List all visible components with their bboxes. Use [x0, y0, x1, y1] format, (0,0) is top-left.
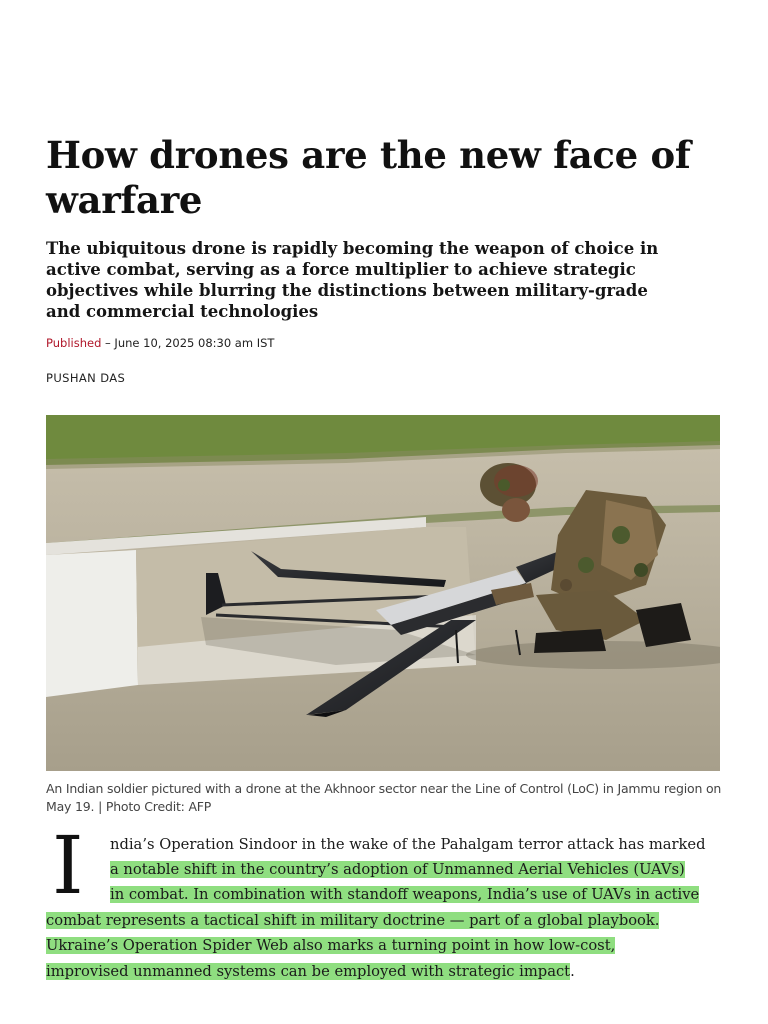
- published-label: Published: [46, 336, 102, 350]
- author-byline[interactable]: PUSHAN DAS: [46, 371, 126, 385]
- highlighted-text: a notable shift in the country’s adoption of Unmanned Aerial Vehicles (UAVs): [110, 861, 685, 878]
- body-line-wrap: [110, 885, 699, 905]
- body-line-wrap: [46, 962, 575, 982]
- published-date: – June 10, 2025 08:30 am IST: [101, 336, 275, 350]
- highlighted-text: improvised unmanned systems can be employed with strategic impact: [46, 963, 571, 980]
- publish-info: [46, 336, 274, 350]
- body-line-wrap: [110, 860, 685, 880]
- drop-cap: I: [52, 819, 84, 912]
- highlighted-text: in combat. In combination with standoff weapons, India’s use of UAVs in active: [110, 886, 700, 903]
- headline-line-1: How drones are the new face of: [46, 133, 691, 177]
- article-standfirst: The ubiquitous drone is rapidly becoming the weapon of choice in active combat, serving as a force multiplier to achieve strategic objectives while blurring the distinctions between military-grade and commercial technologies: [46, 239, 659, 321]
- body-line-wrap: [46, 936, 615, 956]
- article-headline: [46, 133, 726, 223]
- highlighted-text: Ukraine’s Operation Spider Web also marks a turning point in how low-cost,: [46, 937, 616, 954]
- photo-caption: An Indian soldier pictured with a drone at the Akhnoor sector near the Line of Control (LoC) in Jammu region on May 19. | Photo Credit: AFP: [46, 781, 722, 814]
- headline-line-2: warfare: [46, 178, 203, 222]
- highlighted-text: combat represents a tactical shift in military doctrine — part of a global playbook.: [46, 912, 660, 929]
- body-line-wrap: [46, 911, 659, 931]
- article-photo: [46, 415, 720, 771]
- body-line-end: .: [570, 963, 575, 980]
- body-line: ndia’s Operation Sindoor in the wake of the Pahalgam terror attack has marked: [110, 836, 706, 853]
